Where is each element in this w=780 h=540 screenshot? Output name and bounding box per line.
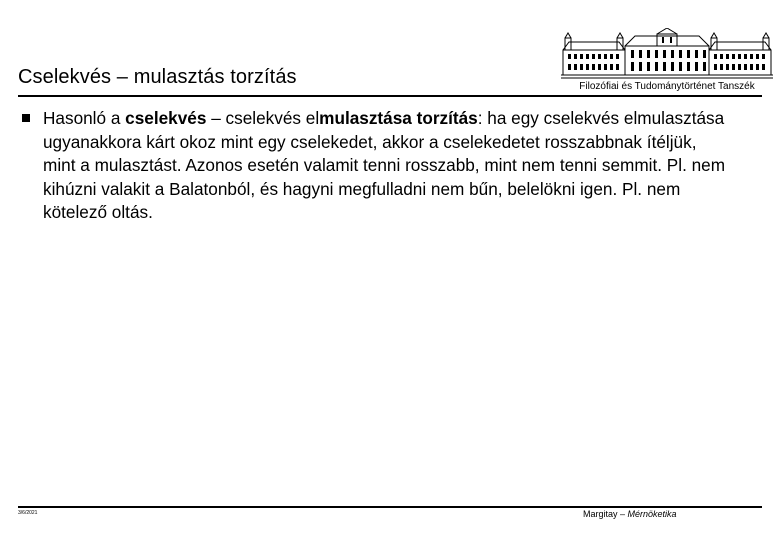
footer-date: 3/6/2021 bbox=[18, 510, 38, 516]
text-run-bold: mulasztása torzítás bbox=[319, 108, 478, 128]
title-divider bbox=[18, 95, 762, 97]
bullet-list bbox=[22, 107, 762, 225]
footer-divider bbox=[18, 506, 762, 508]
text-run: : ha egy cselekvés elmulasztása ugyanakkora kárt okoz mint egy cselekedet, akkor a cselekedetet rosszabbnak ítéljük, mint a mulasztást. Azonos esetén valamit tenni rosszabb, mint nem tenni semmit. Pl. nem kihúzni valakit a Balatonból, és hagyni megfulladni nem bűn, belelökni igen. Pl. nem kötelező oltás. bbox=[43, 108, 726, 222]
department-caption: Filozófiai és Tudománytörténet Tanszék bbox=[579, 81, 755, 92]
text-run: – cselekvés el bbox=[206, 108, 320, 128]
author-name: Margitay – bbox=[583, 509, 628, 519]
bullet-item bbox=[22, 107, 762, 225]
text-run: Hasonló a bbox=[43, 108, 126, 128]
slide-title: Cselekvés – mulasztás torzítás bbox=[18, 66, 297, 88]
course-name: Mérnöketika bbox=[627, 509, 677, 519]
square-bullet-icon bbox=[22, 114, 30, 122]
bullet-text bbox=[43, 107, 733, 225]
footer-author bbox=[583, 509, 677, 519]
text-run-bold: cselekvés bbox=[125, 108, 207, 128]
